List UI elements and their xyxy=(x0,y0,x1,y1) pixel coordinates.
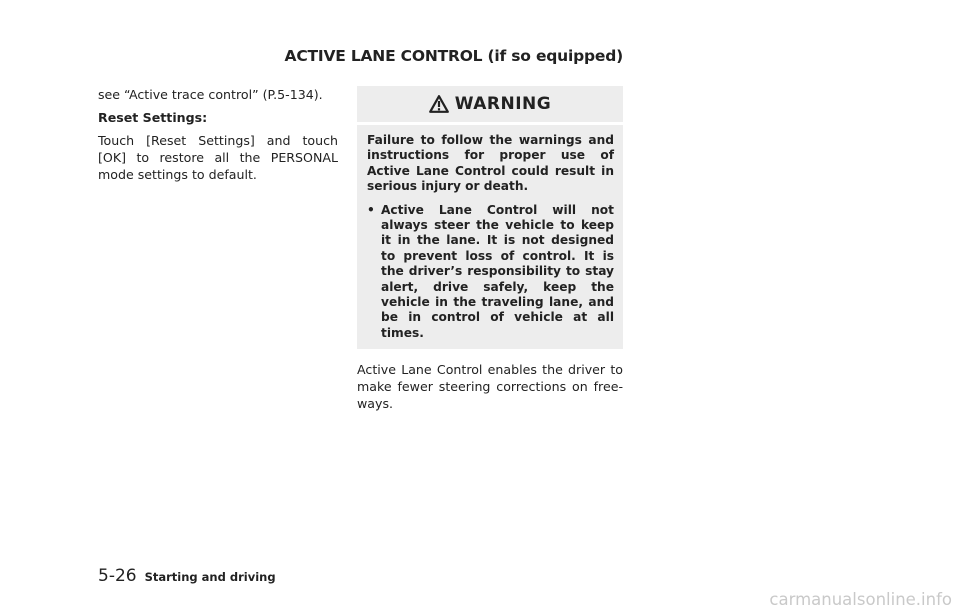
watermark: carmanualsonline.info xyxy=(769,590,952,609)
warning-bullet xyxy=(367,203,614,342)
warning-title: WARNING xyxy=(454,93,552,114)
reset-settings-text: Touch [Reset Settings] and touch [OK] to restore all the PERSONAL mode settings to default. xyxy=(98,133,338,182)
warning-triangle-icon xyxy=(429,95,449,113)
bullet-text: Active Lane Control will not always steer the vehicle to keep it in the lane. It is not designed to prevent loss of control. It is the driver’s responsibility to stay alert, drive safely, keep the vehicle in the traveling lane, and be in control of vehicle at all times. xyxy=(381,202,614,340)
intro-text: see “Active trace control” (P.5-134). xyxy=(98,87,323,102)
bullet-mark: • xyxy=(367,202,375,217)
page-number: 5-26 xyxy=(98,566,137,586)
page-footer xyxy=(98,566,276,586)
chapter-name: Starting and driving xyxy=(144,570,276,584)
warning-paragraph: Failure to follow the warnings and instructions for proper use of Active Lane Control could result in serious injury or death. xyxy=(367,133,614,194)
reset-settings-heading: Reset Settings: xyxy=(98,110,208,125)
warning-body xyxy=(357,125,623,349)
warning-box xyxy=(357,86,623,349)
warning-header xyxy=(357,86,623,122)
left-column xyxy=(98,86,338,189)
section-title: ACTIVE LANE CONTROL (if so equipped) xyxy=(284,47,623,65)
right-column xyxy=(357,86,623,412)
description-text: Active Lane Control enables the driver to make fewer steering corrections on free-ways. xyxy=(357,362,623,412)
